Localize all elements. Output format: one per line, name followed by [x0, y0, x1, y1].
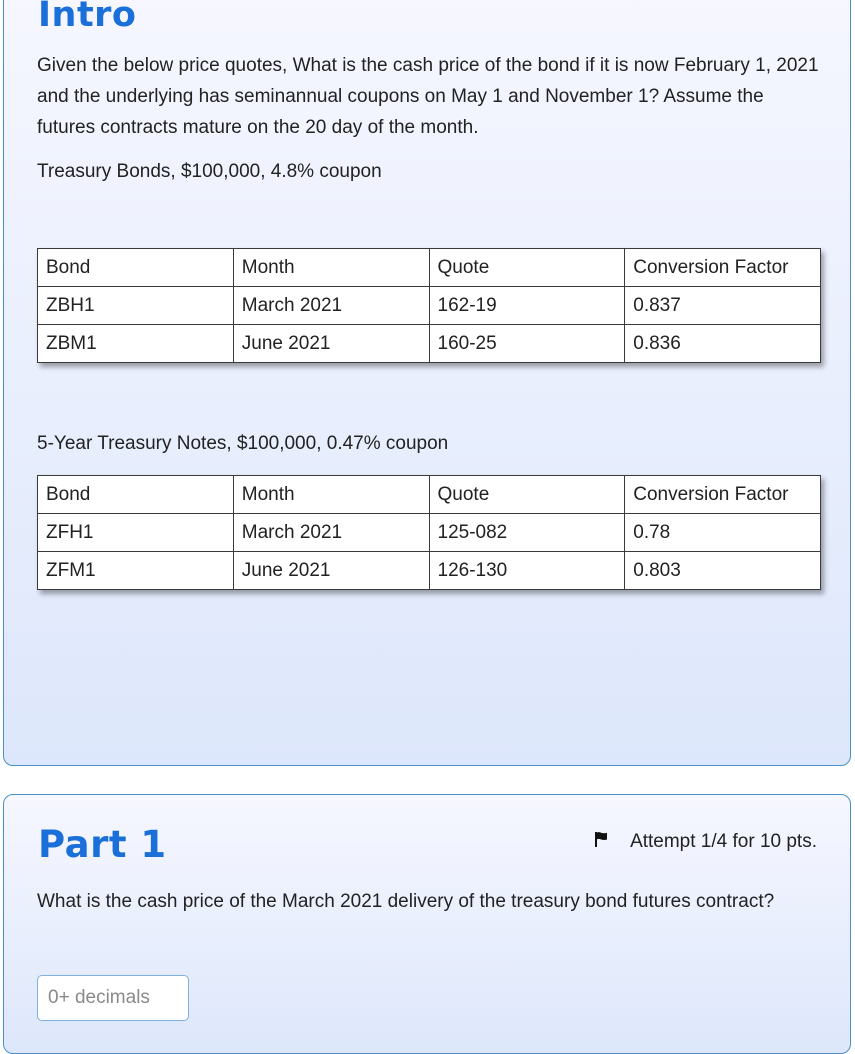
intro-question: Given the below price quotes, What is the cash price of the bond if it is now February 1, 2021 and the underlying has seminannual coupons on May 1 and November 1? Assume the futures contracts mature on the 20 day of the month. — [37, 55, 819, 138]
column-header-month: Month — [233, 249, 429, 287]
cell-conversion-factor: 0.78 — [625, 514, 821, 552]
cell-month: June 2021 — [233, 552, 429, 590]
cell-bond: ZBM1 — [38, 325, 234, 363]
flag-icon[interactable] — [594, 831, 608, 853]
cell-bond: ZFH1 — [38, 514, 234, 552]
attempt-label: Attempt 1/4 for 10 pts. — [630, 831, 817, 852]
attempt-info — [594, 831, 817, 853]
intro-title: Intro — [38, 0, 137, 35]
column-header-bond: Bond — [38, 476, 234, 514]
cell-quote: 125-082 — [429, 514, 625, 552]
table-header-row — [38, 476, 821, 514]
table-row — [38, 514, 821, 552]
cell-bond: ZFM1 — [38, 552, 234, 590]
cell-month: March 2021 — [233, 287, 429, 325]
cell-quote: 160-25 — [429, 325, 625, 363]
bonds-table — [37, 248, 821, 363]
cell-conversion-factor: 0.803 — [625, 552, 821, 590]
notes-heading: 5-Year Treasury Notes, $100,000, 0.47% coupon — [37, 433, 449, 454]
table-header-row — [38, 249, 821, 287]
part1-title: Part 1 — [38, 823, 167, 866]
cell-month: March 2021 — [233, 514, 429, 552]
cell-quote: 126-130 — [429, 552, 625, 590]
cell-conversion-factor: 0.837 — [625, 287, 821, 325]
column-header-month: Month — [233, 476, 429, 514]
notes-table — [37, 475, 821, 590]
column-header-bond: Bond — [38, 249, 234, 287]
cell-month: June 2021 — [233, 325, 429, 363]
table-row — [38, 325, 821, 363]
column-header-conversion-factor: Conversion Factor — [625, 249, 821, 287]
table-row — [38, 552, 821, 590]
column-header-quote: Quote — [429, 249, 625, 287]
column-header-conversion-factor: Conversion Factor — [625, 476, 821, 514]
table-row — [38, 287, 821, 325]
part1-question: What is the cash price of the March 2021 delivery of the treasury bond futures contract? — [37, 891, 775, 912]
answer-input[interactable] — [37, 975, 189, 1021]
cell-conversion-factor: 0.836 — [625, 325, 821, 363]
cell-bond: ZBH1 — [38, 287, 234, 325]
cell-quote: 162-19 — [429, 287, 625, 325]
bonds-heading: Treasury Bonds, $100,000, 4.8% coupon — [37, 161, 382, 182]
part1-card — [3, 794, 851, 1054]
intro-card — [3, 0, 851, 766]
column-header-quote: Quote — [429, 476, 625, 514]
